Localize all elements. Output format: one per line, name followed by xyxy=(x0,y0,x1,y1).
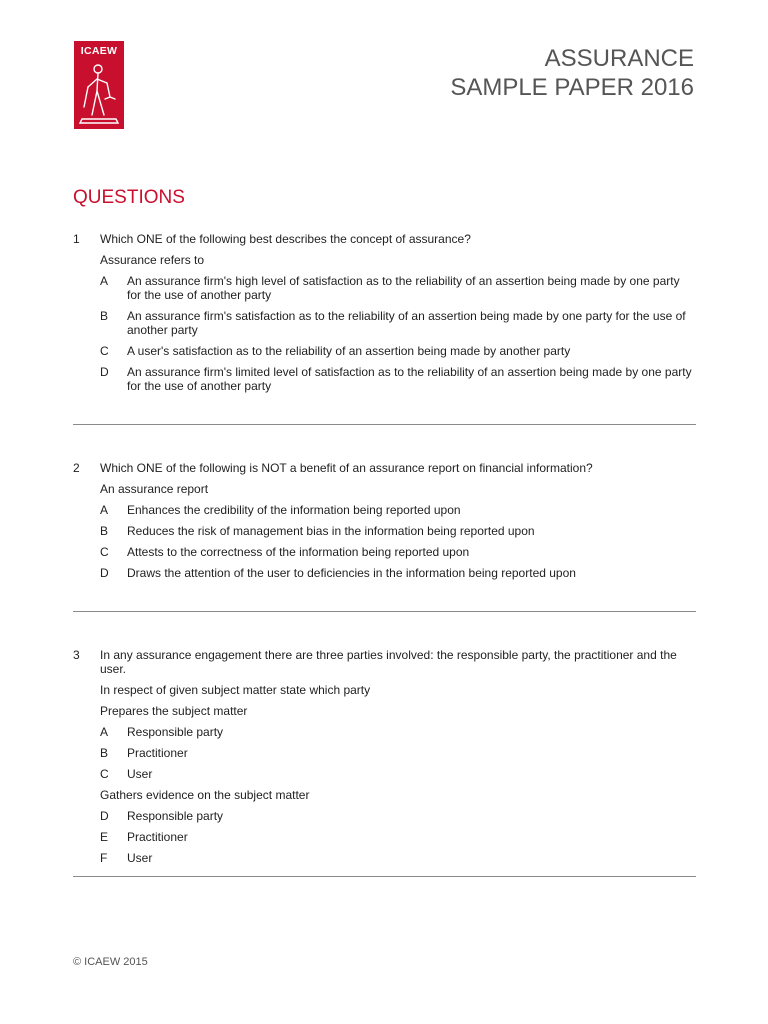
title-line-2: SAMPLE PAPER 2016 xyxy=(450,74,694,101)
sub-question-2: Gathers evidence on the subject matter xyxy=(100,788,310,802)
sub-question-1: Prepares the subject matter xyxy=(100,704,248,718)
question-stem: An assurance report xyxy=(100,482,209,496)
section-heading: QUESTIONS xyxy=(73,187,185,208)
footer-copyright: © ICAEW 2015 xyxy=(73,956,148,968)
option-text: An assurance firm's limited level of satisfaction as to the reliability of an assertion being made by one party for the use of another party xyxy=(127,365,692,393)
option-text: Attests to the correctness of the information being reported upon xyxy=(127,545,470,559)
option-e xyxy=(73,830,696,844)
logo-text: ICAEW xyxy=(80,45,118,57)
option-text: User xyxy=(127,767,153,781)
option-letter: F xyxy=(100,851,108,865)
option-text: Practitioner xyxy=(127,830,188,844)
question-divider xyxy=(73,424,696,425)
option-text: User xyxy=(127,851,153,865)
option-c xyxy=(73,545,696,559)
option-letter: A xyxy=(100,503,109,517)
question-number: 3 xyxy=(73,648,80,662)
option-letter: E xyxy=(100,830,109,844)
option-text: A user's satisfaction as to the reliability of an assertion being made by another party xyxy=(127,344,571,358)
question-2 xyxy=(73,461,696,580)
question-1 xyxy=(73,232,696,393)
option-c xyxy=(73,767,696,781)
option-text: Enhances the credibility of the information being reported upon xyxy=(127,503,461,517)
icaew-logo xyxy=(74,41,124,129)
option-text: Draws the attention of the user to deficiencies in the information being reported upon xyxy=(127,566,576,580)
question-divider xyxy=(73,611,696,612)
option-letter: B xyxy=(100,746,109,760)
option-letter: B xyxy=(100,524,109,538)
option-letter: C xyxy=(100,344,109,358)
option-letter: D xyxy=(100,809,109,823)
option-a xyxy=(73,274,696,302)
option-b xyxy=(73,524,696,538)
option-b xyxy=(73,309,696,337)
question-stem: Assurance refers to xyxy=(100,253,205,267)
question-number: 2 xyxy=(73,461,80,475)
option-a xyxy=(73,725,696,739)
question-text: Which ONE of the following is NOT a benefit of an assurance report on financial information? xyxy=(100,461,593,475)
title-line-1: ASSURANCE xyxy=(544,45,694,72)
option-letter: B xyxy=(100,309,109,323)
option-letter: C xyxy=(100,767,109,781)
option-d xyxy=(73,365,696,393)
question-text: In any assurance engagement there are three parties involved: the responsible party, the practitioner and the user. xyxy=(100,648,677,676)
option-text: Responsible party xyxy=(127,809,224,823)
option-text: Responsible party xyxy=(127,725,224,739)
question-text: Which ONE of the following best describes the concept of assurance? xyxy=(100,232,471,246)
option-letter: C xyxy=(100,545,109,559)
option-letter: D xyxy=(100,566,109,580)
option-text: Reduces the risk of management bias in the information being reported upon xyxy=(127,524,535,538)
question-number: 1 xyxy=(73,232,80,246)
question-3 xyxy=(73,648,696,865)
figure-emblem-icon xyxy=(74,57,124,129)
question-stem: In respect of given subject matter state which party xyxy=(100,683,371,697)
option-letter: A xyxy=(100,274,109,288)
question-divider xyxy=(73,876,696,877)
option-a xyxy=(73,503,696,517)
option-f xyxy=(73,851,696,865)
paper-title xyxy=(450,44,694,102)
option-text: An assurance firm's high level of satisfaction as to the reliability of an assertion being made by one party for the use of another party xyxy=(127,274,680,302)
option-letter: A xyxy=(100,725,109,739)
option-text: An assurance firm's satisfaction as to the reliability of an assertion being made by one party for the use of another party xyxy=(127,309,686,337)
option-c xyxy=(73,344,696,358)
option-b xyxy=(73,746,696,760)
option-d xyxy=(73,809,696,823)
option-letter: D xyxy=(100,365,109,379)
option-text: Practitioner xyxy=(127,746,188,760)
option-d xyxy=(73,566,696,580)
